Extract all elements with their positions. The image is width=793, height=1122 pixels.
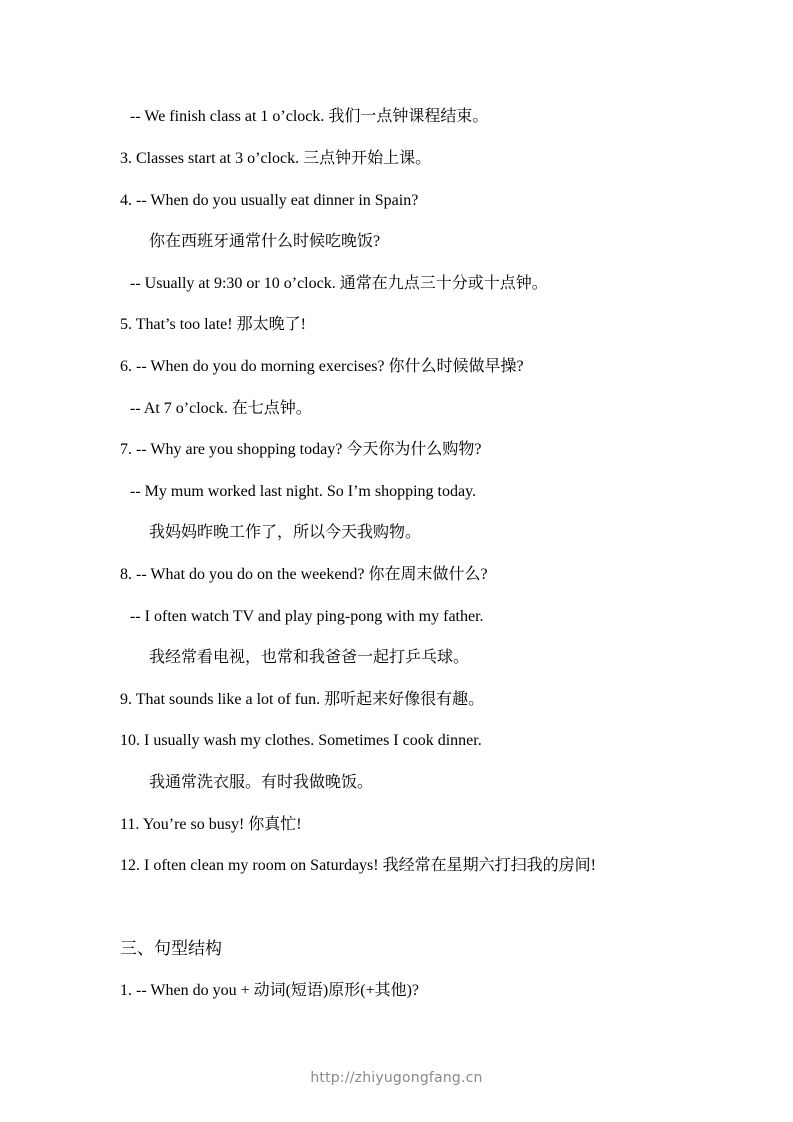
structure-line-1: 1. -- When do you + 动词(短语)原形(+其他)? (120, 982, 420, 999)
line-item-12: 12. I often clean my room on Saturdays! 我经常在星期六打扫我的房间! (120, 857, 596, 874)
line-item-6-answer: -- At 7 o’clock. 在七点钟。 (130, 400, 312, 417)
line-item-7-translation: 我妈妈昨晚工作了，所以今天我购物。 (149, 524, 422, 541)
line-item-7-answer: -- My mum worked last night. So I’m shopping today. (130, 483, 477, 500)
footer-url: http://zhiyugongfang.cn (310, 1070, 483, 1086)
line-item-9: 9. That sounds like a lot of fun. 那听起来好像很有趣。 (120, 691, 485, 708)
line-item-11: 11. You’re so busy! 你真忙! (120, 816, 302, 833)
line-item-6-question: 6. -- When do you do morning exercises? 你什么时候做早操? (120, 358, 524, 375)
line-item-3: 3. Classes start at 3 o’clock. 三点钟开始上课。 (120, 150, 432, 167)
line-item-8-translation: 我经常看电视，也常和我爸爸一起打乒乓球。 (149, 649, 470, 666)
line-item-10: 10. I usually wash my clothes. Sometimes I cook dinner. (120, 732, 482, 749)
line-we-finish-class: -- We finish class at 1 o’clock. 我们一点钟课程结束。 (130, 108, 489, 125)
line-item-4-translation: 你在西班牙通常什么时候吃晚饭? (149, 233, 381, 250)
line-item-4-answer: -- Usually at 9:30 or 10 o’clock. 通常在九点三十分或十点钟。 (130, 275, 548, 292)
line-item-5: 5. That’s too late! 那太晚了! (120, 316, 306, 333)
section-heading: 三、句型结构 (120, 939, 222, 959)
line-item-10-translation: 我通常洗衣服。有时我做晚饭。 (149, 774, 374, 791)
line-item-8-question: 8. -- What do you do on the weekend? 你在周末做什么? (120, 566, 488, 583)
line-item-8-answer: -- I often watch TV and play ping-pong with my father. (130, 608, 484, 625)
line-item-4-question: 4. -- When do you usually eat dinner in Spain? (120, 192, 419, 209)
line-item-7-question: 7. -- Why are you shopping today? 今天你为什么购物? (120, 441, 482, 458)
